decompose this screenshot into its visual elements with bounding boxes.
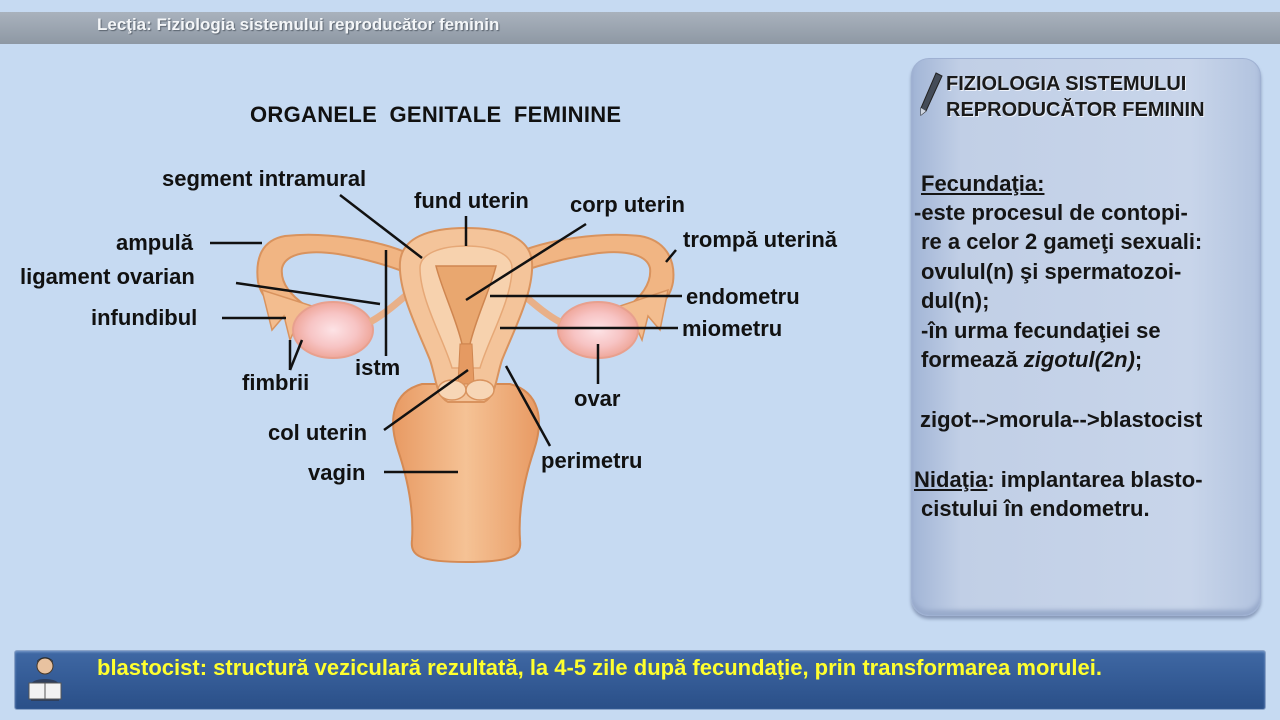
cervix-right-lip <box>466 380 494 400</box>
label-perimetru: perimetru <box>541 448 643 473</box>
label-miometru: miometru <box>682 316 783 341</box>
pen-icon <box>918 71 944 117</box>
label-col-uterin: col uterin <box>268 420 368 445</box>
label-vagin: vagin <box>308 460 366 485</box>
cervix-left-lip <box>438 380 466 400</box>
nidatia-text: : implantarea blasto- <box>987 467 1203 492</box>
zygote-term: zigotul(2n) <box>1023 347 1135 372</box>
label-fimbrii: fimbrii <box>242 370 310 395</box>
label-ligament-ovarian: ligament ovarian <box>20 264 195 289</box>
diagram-title: ORGANELE GENITALE FEMININE <box>250 102 622 127</box>
fecundatia-line4: dul(n); <box>921 288 990 313</box>
development-sequence: zigot-->morula-->blastocist <box>920 407 1203 432</box>
fecundatia-line5: -în urma fecundaţiei se <box>921 318 1161 343</box>
label-endometru: endometru <box>686 284 800 309</box>
line6-suffix: ; <box>1134 347 1143 372</box>
label-corp-uterin: corp uterin <box>570 192 685 217</box>
label-istm: istm <box>355 355 401 380</box>
label-segment-intramural: segment intramural <box>162 166 367 191</box>
fecundatia-line1: -este procesul de contopi- <box>914 200 1188 225</box>
panel-title-line2: REPRODUCĂTOR FEMININ <box>946 99 1205 121</box>
label-fund-uterin: fund uterin <box>414 188 529 213</box>
line6-prefix: formează <box>921 347 1024 372</box>
summary-panel <box>911 58 1261 616</box>
label-ampula: ampulă <box>116 230 194 255</box>
cervical-canal <box>458 344 474 384</box>
definition-bar <box>14 650 1266 710</box>
panel-title <box>946 71 1205 123</box>
label-infundibul: infundibul <box>91 305 198 330</box>
panel-title-line1: FIZIOLOGIA SISTEMULUI <box>946 73 1187 95</box>
blastocist-definition: blastocist: structură veziculară rezultată, la 4-5 zile după fecundaţie, prin transformarea morulei. <box>97 655 1102 680</box>
reader-avatar-icon <box>25 655 65 703</box>
fecundatia-line3: ovulul(n) şi spermatozoi- <box>921 259 1182 284</box>
nidatia-heading: Nidaţia <box>914 467 988 492</box>
fecundatia-line2: re a celor 2 gameţi sexuali: <box>921 229 1203 254</box>
nidatia-line2: cistului în endometru. <box>921 496 1150 521</box>
label-trompa-uterina: trompă uterină <box>683 227 838 252</box>
fecundatia-heading: Fecundaţia: <box>921 171 1045 196</box>
lesson-title: Lecţia: Fiziologia sistemului reproducător feminin <box>97 15 500 34</box>
label-ovar: ovar <box>574 386 621 411</box>
left-ovary <box>293 302 373 358</box>
nidatia-line1 <box>914 465 1203 495</box>
fecundatia-line6 <box>921 345 1142 375</box>
